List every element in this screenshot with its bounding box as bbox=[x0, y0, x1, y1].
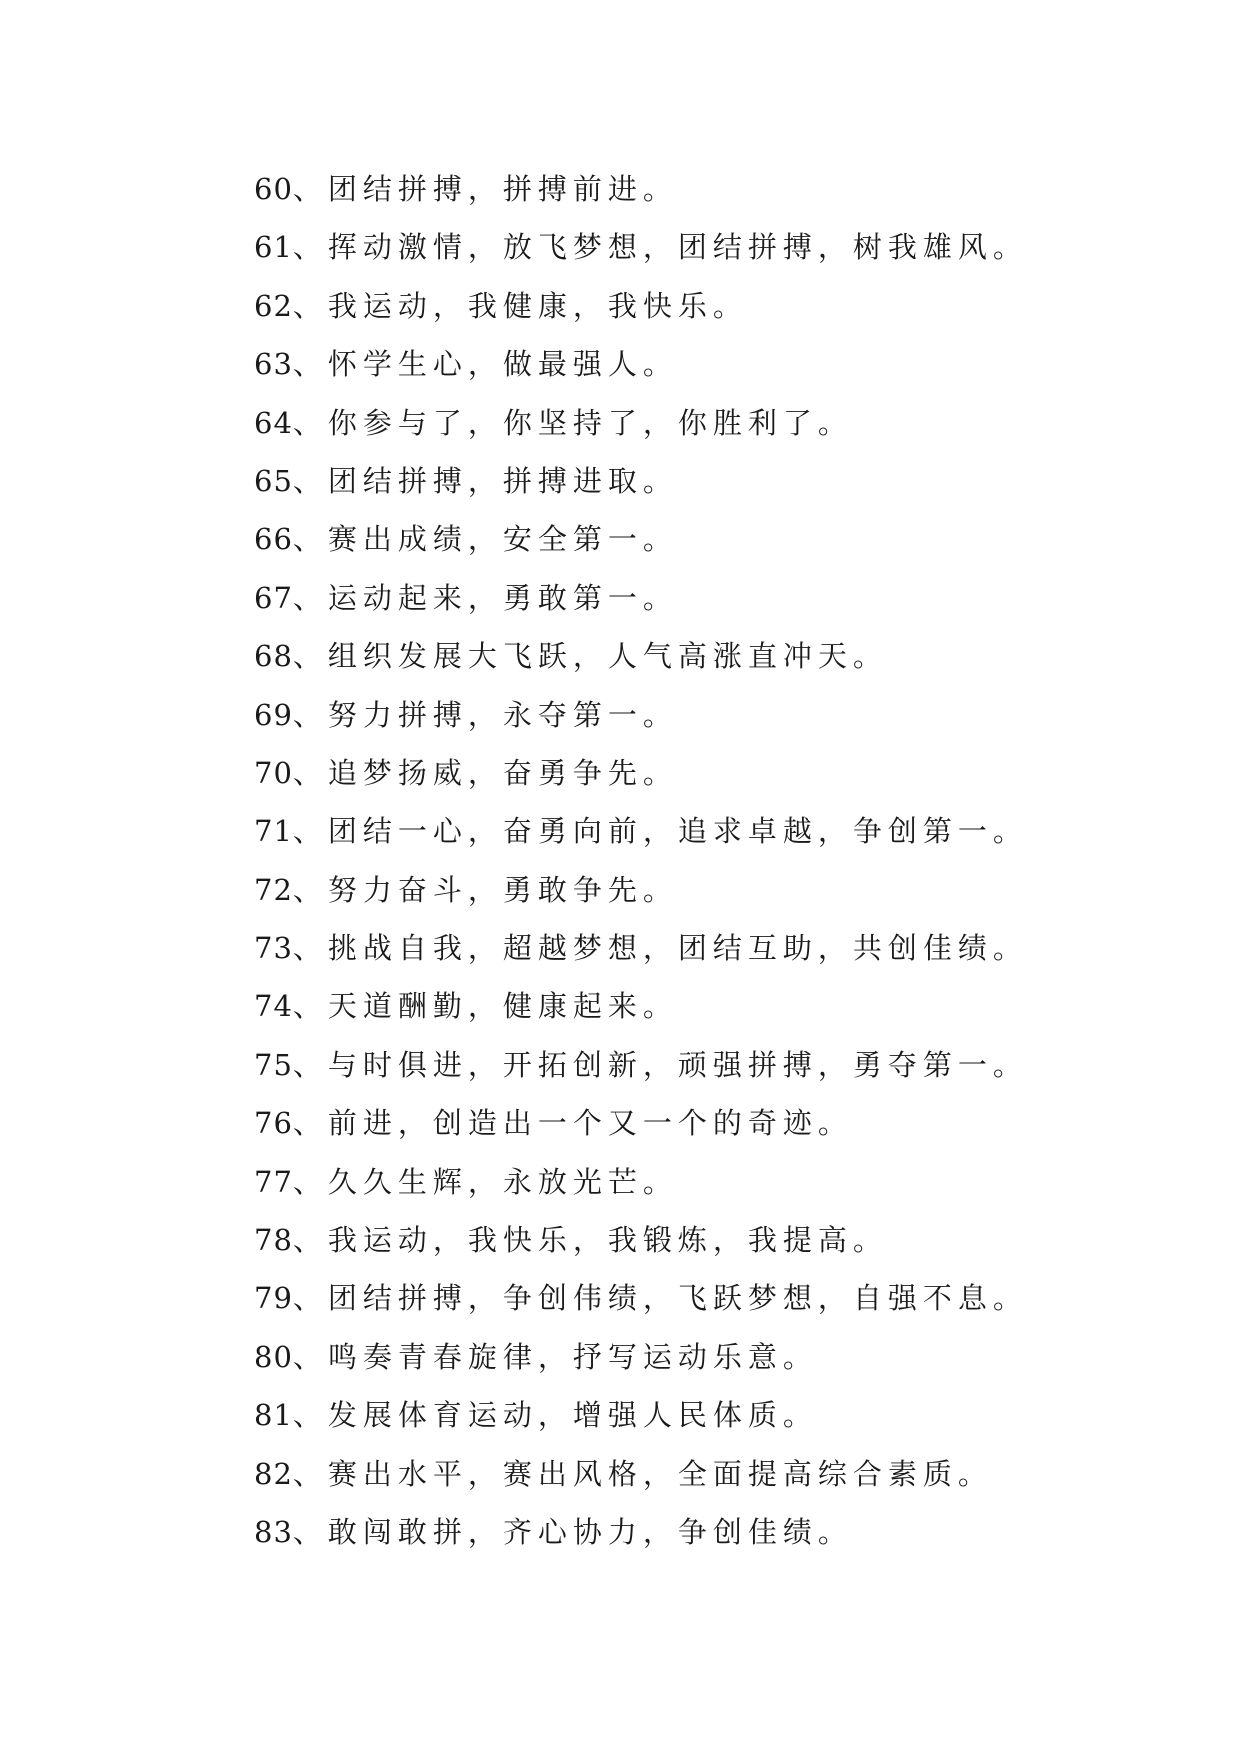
item-number: 79 bbox=[254, 1281, 293, 1316]
item-separator: 、 bbox=[292, 172, 328, 206]
item-text: 团结拼搏，拼搏进取。 bbox=[327, 463, 678, 498]
item-separator: 、 bbox=[292, 230, 328, 265]
list-item bbox=[254, 627, 1028, 685]
item-separator: 、 bbox=[292, 1223, 328, 1258]
item-separator: 、 bbox=[292, 1339, 328, 1374]
item-separator: 、 bbox=[292, 697, 328, 732]
item-text: 挥动激情，放飞梦想，团结拼搏，树我雄风。 bbox=[327, 230, 1028, 265]
item-number: 78 bbox=[254, 1223, 293, 1258]
item-text: 怀学生心，做最强人。 bbox=[327, 347, 678, 382]
item-separator: 、 bbox=[292, 463, 328, 498]
item-number: 67 bbox=[254, 580, 293, 615]
list-item bbox=[254, 1094, 1028, 1152]
item-separator: 、 bbox=[292, 405, 328, 440]
item-number: 66 bbox=[254, 522, 293, 557]
item-separator: 、 bbox=[292, 639, 328, 674]
slogan-list bbox=[254, 160, 1028, 1561]
item-number: 64 bbox=[254, 405, 293, 440]
item-text: 鸣奏青春旋律，抒写运动乐意。 bbox=[327, 1339, 818, 1374]
list-item bbox=[254, 802, 1028, 860]
item-text: 久久生辉，永放光芒。 bbox=[327, 1164, 678, 1199]
list-item bbox=[254, 569, 1028, 627]
list-item bbox=[254, 977, 1028, 1035]
item-separator: 、 bbox=[292, 1106, 328, 1141]
item-text: 运动起来，勇敢第一。 bbox=[327, 580, 678, 615]
item-text: 天道酬勤，健康起来。 bbox=[327, 989, 678, 1024]
item-text: 挑战自我，超越梦想，团结互助，共创佳绩。 bbox=[327, 931, 1028, 966]
item-number: 80 bbox=[254, 1339, 293, 1374]
item-number: 68 bbox=[254, 639, 293, 674]
item-separator: 、 bbox=[292, 580, 328, 615]
item-text: 前进，创造出一个又一个的奇迹。 bbox=[327, 1106, 853, 1141]
item-text: 组织发展大飞跃，人气高涨直冲天。 bbox=[327, 639, 888, 674]
list-item bbox=[254, 1328, 1028, 1386]
item-number: 70 bbox=[254, 755, 293, 790]
item-text: 团结一心，奋勇向前，追求卓越，争创第一。 bbox=[327, 814, 1028, 849]
item-number: 83 bbox=[254, 1514, 293, 1549]
item-separator: 、 bbox=[292, 989, 328, 1024]
item-separator: 、 bbox=[292, 872, 328, 907]
item-number: 65 bbox=[254, 463, 293, 498]
item-separator: 、 bbox=[292, 1398, 328, 1433]
item-number: 72 bbox=[254, 872, 293, 907]
item-number: 60 bbox=[254, 172, 293, 206]
item-number: 76 bbox=[254, 1106, 293, 1141]
item-text: 我运动，我快乐，我锻炼，我提高。 bbox=[327, 1223, 888, 1258]
item-text: 追梦扬威，奋勇争先。 bbox=[327, 755, 678, 790]
item-separator: 、 bbox=[292, 755, 328, 790]
list-item bbox=[254, 1036, 1028, 1094]
item-number: 77 bbox=[254, 1164, 293, 1199]
item-text: 发展体育运动，增强人民体质。 bbox=[327, 1398, 818, 1433]
list-item bbox=[254, 277, 1028, 335]
list-item bbox=[254, 335, 1028, 393]
list-item bbox=[254, 1445, 1028, 1503]
item-separator: 、 bbox=[292, 1281, 328, 1316]
item-text: 我运动，我健康，我快乐。 bbox=[327, 288, 748, 323]
item-separator: 、 bbox=[292, 931, 328, 966]
list-item bbox=[254, 394, 1028, 452]
item-separator: 、 bbox=[292, 1164, 328, 1199]
item-separator: 、 bbox=[292, 522, 328, 557]
list-item bbox=[254, 510, 1028, 568]
list-item bbox=[254, 160, 1028, 218]
list-item bbox=[254, 452, 1028, 510]
item-number: 69 bbox=[254, 697, 293, 732]
list-item bbox=[254, 1503, 1028, 1561]
item-number: 74 bbox=[254, 989, 293, 1024]
item-number: 81 bbox=[254, 1398, 293, 1433]
item-separator: 、 bbox=[292, 288, 328, 323]
item-text: 与时俱进，开拓创新，顽强拼搏，勇夺第一。 bbox=[327, 1047, 1028, 1082]
item-number: 62 bbox=[254, 288, 293, 323]
list-item bbox=[254, 1386, 1028, 1444]
list-item bbox=[254, 861, 1028, 919]
item-separator: 、 bbox=[292, 814, 328, 849]
item-text: 赛出成绩，安全第一。 bbox=[327, 522, 678, 557]
item-text: 赛出水平，赛出风格，全面提高综合素质。 bbox=[327, 1456, 993, 1491]
item-number: 61 bbox=[254, 230, 293, 265]
list-item bbox=[254, 218, 1028, 276]
list-item bbox=[254, 686, 1028, 744]
list-item bbox=[254, 744, 1028, 802]
item-number: 73 bbox=[254, 931, 293, 966]
item-text: 团结拼搏，拼搏前进。 bbox=[327, 172, 678, 206]
item-separator: 、 bbox=[292, 347, 328, 382]
list-item bbox=[254, 1153, 1028, 1211]
item-text: 敢闯敢拼，齐心协力，争创佳绩。 bbox=[327, 1514, 853, 1549]
list-item bbox=[254, 1211, 1028, 1269]
list-item bbox=[254, 1269, 1028, 1327]
item-separator: 、 bbox=[292, 1047, 328, 1082]
item-text: 努力奋斗，勇敢争先。 bbox=[327, 872, 678, 907]
item-separator: 、 bbox=[292, 1456, 328, 1491]
item-number: 82 bbox=[254, 1456, 293, 1491]
item-number: 63 bbox=[254, 347, 293, 382]
item-number: 75 bbox=[254, 1047, 293, 1082]
item-text: 团结拼搏，争创伟绩，飞跃梦想，自强不息。 bbox=[327, 1281, 1028, 1316]
list-item bbox=[254, 919, 1028, 977]
item-separator: 、 bbox=[292, 1514, 328, 1549]
item-text: 努力拼搏，永夺第一。 bbox=[327, 697, 678, 732]
item-text: 你参与了，你坚持了，你胜利了。 bbox=[327, 405, 853, 440]
item-number: 71 bbox=[254, 814, 293, 849]
